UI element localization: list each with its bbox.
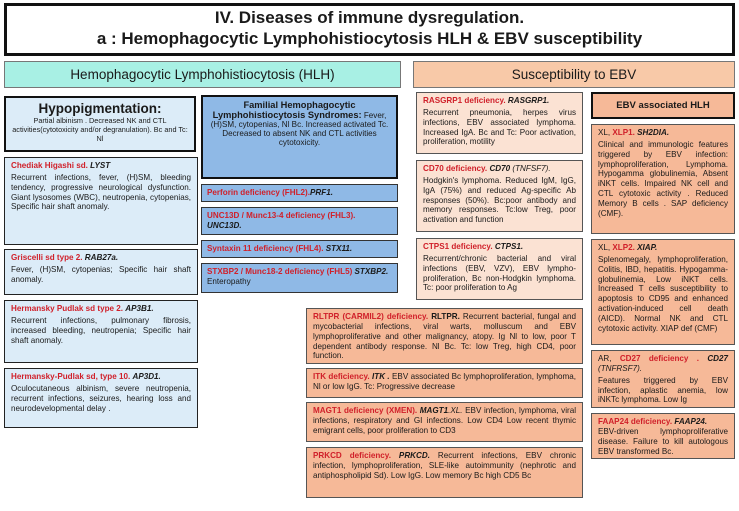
gene-name: CTPS1.: [494, 242, 524, 251]
gene-name: LYST: [90, 161, 111, 170]
disease-box-itk: [306, 368, 583, 398]
gene-name: AP3B1.: [125, 304, 154, 313]
gene-note: .XL.: [448, 406, 463, 415]
disease-description: Recurrent infections, EBV chronic infection, lymphoproliferation, SLE-like autoimmunity (nephrotic and antiphospholipid Sd). Low IgG. Low memory Bc high CD5 Bc: [313, 451, 577, 480]
disease-description: Recurrent bacterial, fungal and mycobacterial infections, viral warts, molluscum and EBV lymphoproliferative and other malignancy, atopy. Ig Nl to low, poor T dependent antibody response. Nl Bc. Tc: low Treg, high CD4, poor function.: [313, 312, 577, 361]
disease-box-faap24: [591, 413, 735, 459]
hlh-section-header: Hemophagocytic Lymphohistiocytosis (HLH): [4, 61, 401, 88]
disease-name: FAAP24 deficiency.: [598, 417, 673, 426]
disease-box-magt1: [306, 402, 583, 442]
gene-name: MAGT1: [419, 406, 449, 415]
disease-name: XLP1.: [612, 128, 635, 137]
disease-name: ITK deficiency.: [313, 372, 370, 381]
disease-box-rasgrp1: [416, 92, 583, 154]
disease-box-ctps1: [416, 238, 583, 300]
inheritance-prefix: XL,: [598, 243, 611, 252]
disease-description: Recurrent pneumonia, herpes virus infections, EBV associated lymphoma. Increased IgA. Bc and Tc: Poor activation, proliferation, motility: [423, 107, 576, 147]
gene-name: RLTPR.: [431, 312, 460, 321]
disease-name: MAGT1 deficiency (XMEN).: [313, 406, 418, 415]
disease-name: UNC13D / Munc13-4 deficiency (FHL3).: [207, 211, 356, 220]
disease-name: Chediak Higashi sd.: [11, 161, 88, 170]
disease-description: EBV-driven lymphoproliferative disease. Failure to kill autologous EBV transformed Bc.: [598, 426, 728, 456]
disease-name: Griscelli sd type 2.: [11, 253, 83, 262]
gene-note: (TNFSF7).: [512, 164, 551, 173]
gene-name: CD27: [707, 354, 729, 363]
hypopigmentation-box: [4, 96, 196, 152]
disease-name: RASGRP1 deficiency.: [423, 96, 506, 105]
disease-name: Hermansky-Pudlak sd, type 10.: [11, 372, 131, 381]
disease-box-fhl4: [201, 240, 398, 258]
gene-name: RAB27a.: [84, 253, 119, 262]
gene-name: AP3D1.: [132, 372, 161, 381]
disease-box-hermansky-pudlak-2: [4, 300, 198, 363]
familial-hlh-title: Familial Hemophagocytic Lymphohistiocytosis Syndromes:: [212, 100, 362, 120]
disease-description: EBV associated Bc lymphoproliferation, lymphoma, Nl or low IgG. Tc: Progressive decrease: [313, 372, 576, 391]
inheritance-prefix: AR,: [598, 354, 612, 363]
familial-hlh-box: [201, 95, 398, 179]
gene-name: PRKCD.: [398, 451, 430, 460]
disease-description: Clinical and immunologic features triggered by EBV infection: lymphoproliferation, Lymphoma. Hypogamma globulinemia, Absent iNKT cells. Impaired NK cell and CTL cytotoxic activity . Reduced Memory B cells . SAP deficiency (CMF).: [598, 139, 728, 218]
gene-note: (TNFRSF7).: [598, 363, 643, 373]
disease-description: EBV infection, lymphoma, viral infections, respiratory and GI infections. Low CD4 Low recent thymic emigrant cells, poor proliferation to CD3: [313, 406, 577, 435]
disease-description: Recurrent infections, fever, (H)SM, bleeding tendency, progressive neurological dysfunction. Giant lysosomes (WBC), neutropenia, cytopenias, Specific hair shaft anomaly.: [11, 172, 191, 212]
disease-name: STXBP2 / Munc18-2 deficiency (FHL5): [207, 267, 353, 276]
gene-name: XIAP.: [637, 243, 658, 252]
disease-description: Recurrent infections, pulmonary fibrosis, increased bleeding, neutropenia; Specific hair shaft anomaly.: [11, 315, 191, 345]
gene-name: PRF1.: [310, 188, 333, 197]
gene-name: FAAP24.: [674, 417, 708, 426]
disease-box-xlp2: [591, 239, 735, 345]
gene-name: STX11.: [325, 244, 353, 253]
gene-name: CD70: [489, 164, 511, 173]
disease-box-xlp1: [591, 124, 735, 234]
disease-description: Hodgkin's lymphoma. Reduced IgM, IgG, IgA (75%) and reduced Ag-specific Ab responses (50%). Bc:poor antibody and memory responses. Tc:low Treg, poor activation and function: [423, 175, 576, 225]
disease-description: Features triggered by EBV infection, aplastic anemia, low iNKTc lymphoma. Low Ig: [598, 375, 728, 405]
disease-box-chediak-higashi: [4, 157, 198, 245]
title-box: [4, 3, 735, 56]
title-line-2: a : Hemophagocytic Lymphohistiocytosis HLH & EBV susceptibility: [96, 29, 643, 48]
disease-description: Splenomegaly, lymphoproliferation, Colitis, IBD, hepatitis. Hypogamma-globulinemia, Low iNKT cells. Increased T cells susceptibility to apoptosis to CD95 and enhanced activation-induced cell death (AICD). Normal NK and CTL cytotoxic activity. XIAP def (CMF): [598, 254, 728, 333]
disease-box-cd70: [416, 160, 583, 232]
disease-name: CTPS1 deficiency.: [423, 242, 493, 251]
inheritance-prefix: XL,: [598, 128, 611, 137]
disease-name: CD27 deficiency .: [619, 354, 699, 363]
ebv-hlh-header: EBV associated HLH: [591, 92, 735, 119]
disease-box-hermansky-pudlak-10: [4, 368, 198, 428]
disease-name: RLTPR (CARMIL2) deficiency.: [313, 312, 429, 321]
gene-name: RASGRP1.: [507, 96, 550, 105]
disease-box-prkcd: [306, 447, 583, 498]
disease-name: PRKCD deficiency.: [313, 451, 391, 460]
disease-name: Syntaxin 11 deficiency (FHL4).: [207, 244, 324, 253]
disease-description: Enteropathy: [207, 276, 251, 286]
disease-name: Perforin deficiency (FHL2).: [207, 188, 310, 197]
title-line-1: IV. Diseases of immune dysregulation.: [214, 8, 525, 27]
gene-name: UNC13D.: [207, 220, 242, 230]
disease-description: Recurrent/chronic bacterial and viral infections (EBV, VZV), EBV lympho-proliferation, Bc non-Hodgkin lymphoma. Tc: poor proliferation to Ag: [423, 253, 576, 293]
disease-name: Hermansky Pudlak sd type 2.: [11, 304, 124, 313]
disease-box-fhl2: [201, 184, 398, 202]
ebv-section-header: Susceptibility to EBV: [413, 61, 735, 88]
disease-name: XLP2.: [612, 243, 635, 252]
disease-description: Oculocutaneous albinism, severe neutropenia, recurrent infections, seizures, hearing loss and neurodevelopmental delay .: [11, 383, 191, 413]
disease-description: Fever, (H)SM, cytopenias; Specific hair shaft anomaly.: [11, 264, 191, 284]
gene-name: STXBP2.: [354, 267, 389, 276]
hypopigmentation-description: Partial albinism . Decreased NK and CTL activities(cytotoxicity and/or degranulation). Bc and Tc: Nl: [12, 116, 188, 143]
gene-name: ITK .: [372, 372, 390, 381]
gene-name: SH2DIA.: [637, 128, 670, 137]
disease-name: CD70 deficiency.: [423, 164, 488, 173]
familial-hlh-description: Fever, (H)SM, cytopenias, Nl Bc. Increased activated Tc. Decreased to absent NK and CTL activities cytotoxicity.: [210, 111, 389, 147]
disease-box-fhl3: [201, 207, 398, 235]
hypopigmentation-title: Hypopigmentation:: [38, 101, 162, 116]
disease-box-fhl5: [201, 263, 398, 293]
disease-box-rltpr: [306, 308, 583, 364]
disease-box-cd27: [591, 350, 735, 408]
disease-box-griscelli: [4, 249, 198, 295]
